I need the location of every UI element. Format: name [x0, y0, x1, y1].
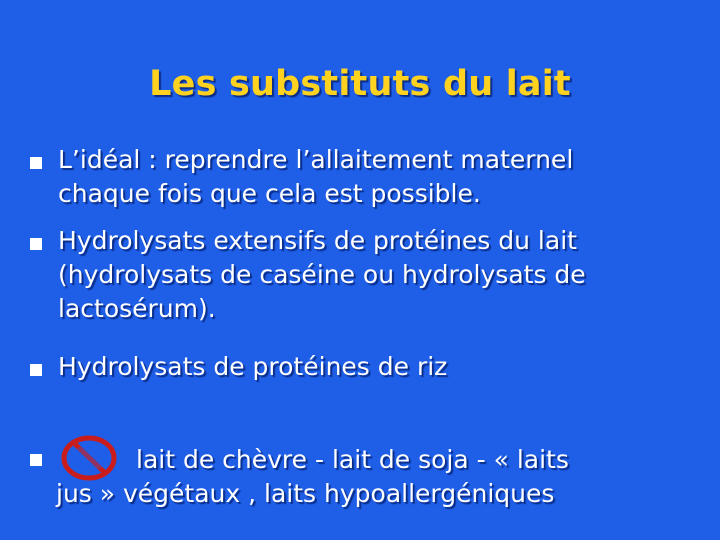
bullet-marker	[30, 238, 42, 250]
bullet-item-4-line-1-text: lait de chèvre - lait de soja - « laits	[136, 445, 569, 474]
bullet-item-2	[58, 224, 586, 326]
bullet-item-4	[58, 443, 569, 511]
bullet-item-1-line-1: L’idéal : reprendre l’allaitement maternel	[58, 145, 574, 174]
bullet-item-1-line-2: chaque fois que cela est possible.	[58, 179, 481, 208]
bullet-item-3-line-1: Hydrolysats de protéines de riz	[58, 352, 448, 381]
bullet-item-2-line-2: (hydrolysats de caséine ou hydrolysats de	[58, 260, 586, 289]
bullet-marker	[30, 454, 42, 466]
bullet-item-2-line-1: Hydrolysats extensifs de protéines du lait	[58, 226, 577, 255]
bullet-marker	[30, 364, 42, 376]
bullet-item-1	[58, 143, 573, 211]
bullet-item-3	[58, 350, 447, 384]
bullet-item-2-line-3: lactosérum).	[58, 294, 216, 323]
bullet-marker	[30, 157, 42, 169]
bullet-item-4-line-1	[58, 443, 569, 477]
slide-title: Les substituts du lait	[149, 64, 571, 104]
bullet-item-4-line-2: jus » végétaux , laits hypoallergéniques	[56, 479, 555, 508]
